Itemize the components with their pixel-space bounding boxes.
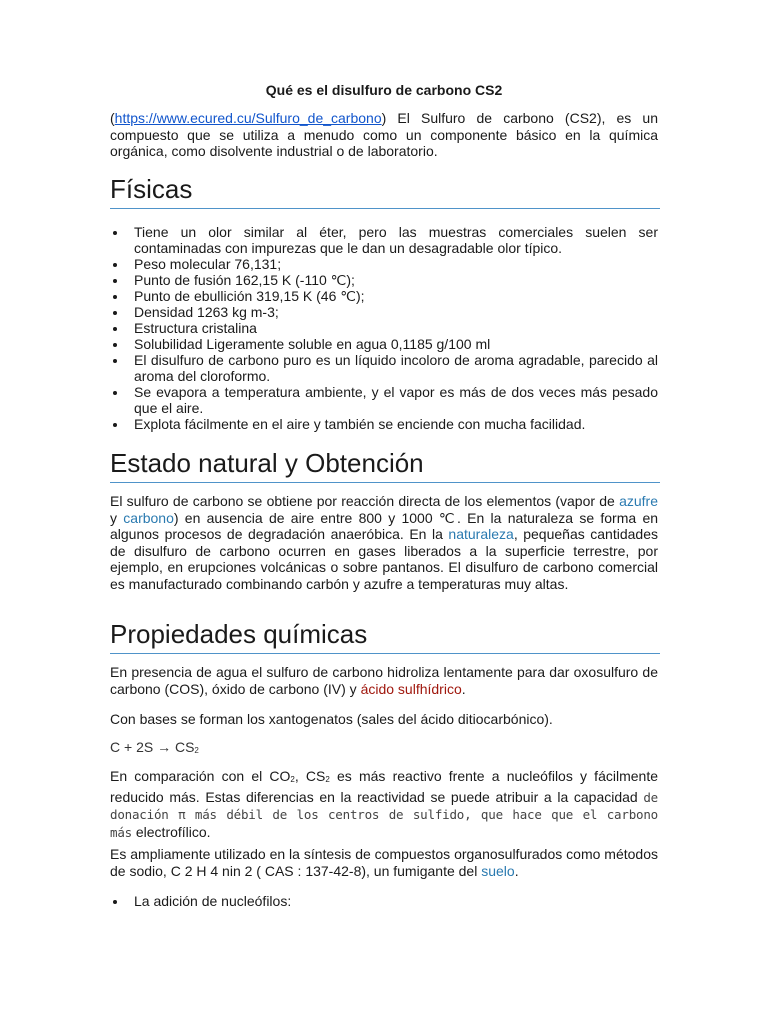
nucleofilos-list bbox=[110, 893, 658, 909]
estado-text-b: y bbox=[110, 509, 124, 526]
list-item: Explota fácilmente en el aire y también se enciende con mucha facilidad. bbox=[110, 416, 658, 432]
propiedades-paragraph-1 bbox=[110, 664, 658, 697]
prop-text-1end: . bbox=[461, 680, 466, 697]
heading-propiedades: Propiedades químicas bbox=[110, 619, 660, 654]
cs2-subscript: 2 bbox=[325, 775, 330, 784]
prop-text-3b: , CS bbox=[294, 768, 326, 784]
naturaleza-link[interactable]: naturaleza bbox=[448, 526, 514, 542]
formula-subscript: 2 bbox=[194, 746, 199, 755]
acido-sulfhidrico-link[interactable]: ácido sulfhídrico bbox=[360, 680, 462, 697]
ecured-link[interactable]: https://www.ecured.cu/Sulfuro_de_carbono bbox=[114, 110, 382, 126]
co2-subscript: 2 bbox=[290, 775, 295, 784]
intro-text: ) El Sulfuro de carbono (CS2), es un compuesto que se utiliza a menudo como un componente básico en la química orgánica, como disolvente industrial o de laboratorio. bbox=[110, 110, 658, 159]
azufre-link[interactable]: azufre bbox=[619, 493, 658, 509]
estado-text-d: , pequeñas cantidades de disulfuro de carbono ocurren en gases liberados a la superficie terrestre, por ejemplo, en erupciones volcánicas o sobre pantanos. El disulfuro de carbono comercial es manufacturado combinando carbón y azufre a temperaturas muy altas. bbox=[110, 526, 658, 592]
propiedades-paragraph-4 bbox=[110, 846, 658, 879]
prop-text-3c: es más reactivo frente a nucleófilos y fácilmente reducido más. Estas diferencias en la reactividad se puede atribuir a la capacidad bbox=[110, 768, 658, 805]
carbono-link[interactable]: carbono bbox=[123, 509, 174, 526]
list-item: Densidad 1263 kg m-3; bbox=[110, 304, 658, 320]
list-item: Peso molecular 76,131; bbox=[110, 256, 658, 272]
prop-text-4end: . bbox=[514, 862, 519, 879]
list-item: Se evapora a temperatura ambiente, y el vapor es más de dos veces más pesado que el aire. bbox=[110, 384, 658, 416]
list-item: Tiene un olor similar al éter, pero las muestras comerciales suelen ser contaminadas con impurezas que le dan un desagradable olor típico. bbox=[110, 224, 658, 256]
fisicas-list bbox=[110, 224, 658, 432]
estado-paragraph bbox=[110, 493, 658, 592]
list-item: El disulfuro de carbono puro es un líquido incoloro de aroma agradable, parecido al aroma del cloroformo. bbox=[110, 352, 658, 384]
suelo-link[interactable]: suelo bbox=[481, 862, 515, 879]
list-item: Solubilidad Ligeramente soluble en agua 0,1185 g/100 ml bbox=[110, 336, 658, 352]
intro-open-paren: ( bbox=[110, 110, 115, 126]
propiedades-paragraph-3 bbox=[110, 768, 658, 841]
prop-text-3-mono: de donación π más débil de los centros de sulfido, que hace que el carbono más bbox=[110, 789, 658, 840]
document-title: Qué es el disulfuro de carbono CS2 bbox=[265, 82, 503, 98]
reaction-formula bbox=[110, 739, 199, 755]
prop-text-3a: En comparación con el CO bbox=[110, 768, 291, 784]
list-item: Punto de fusión 162,15 K (-110 ℃); bbox=[110, 272, 658, 288]
estado-text-a: El sulfuro de carbono se obtiene por reacción directa de los elementos (vapor de bbox=[110, 493, 620, 509]
prop-text-3d: electrofílico. bbox=[131, 823, 211, 840]
list-item: Punto de ebullición 319,15 K (46 ℃); bbox=[110, 288, 658, 304]
estado-text-c: ) en ausencia de aire entre 800 y 1000 ℃. En la naturaleza se forma en algunos procesos de degradación anaeróbica. En la bbox=[110, 509, 659, 542]
heading-estado: Estado natural y Obtención bbox=[110, 448, 660, 483]
propiedades-paragraph-2: Con bases se forman los xantogenatos (sales del ácido ditiocarbónico). bbox=[110, 711, 553, 727]
formula-text: C + 2S → CS bbox=[110, 739, 195, 755]
list-item: Estructura cristalina bbox=[110, 320, 658, 336]
list-item: La adición de nucleófilos: bbox=[110, 893, 658, 909]
prop-text-4a: Es ampliamente utilizado en la síntesis de compuestos organosulfurados como métodos de sodio, C 2 H 4 nin 2 ( CAS : 137-42-8), un fumigante del bbox=[110, 846, 658, 879]
heading-fisicas: Físicas bbox=[110, 174, 660, 209]
prop-text-1a: En presencia de agua el sulfuro de carbono hidroliza lentamente para dar oxosulfuro de carbono (COS), óxido de carbono (IV) y bbox=[110, 664, 658, 697]
intro-paragraph bbox=[110, 110, 658, 160]
